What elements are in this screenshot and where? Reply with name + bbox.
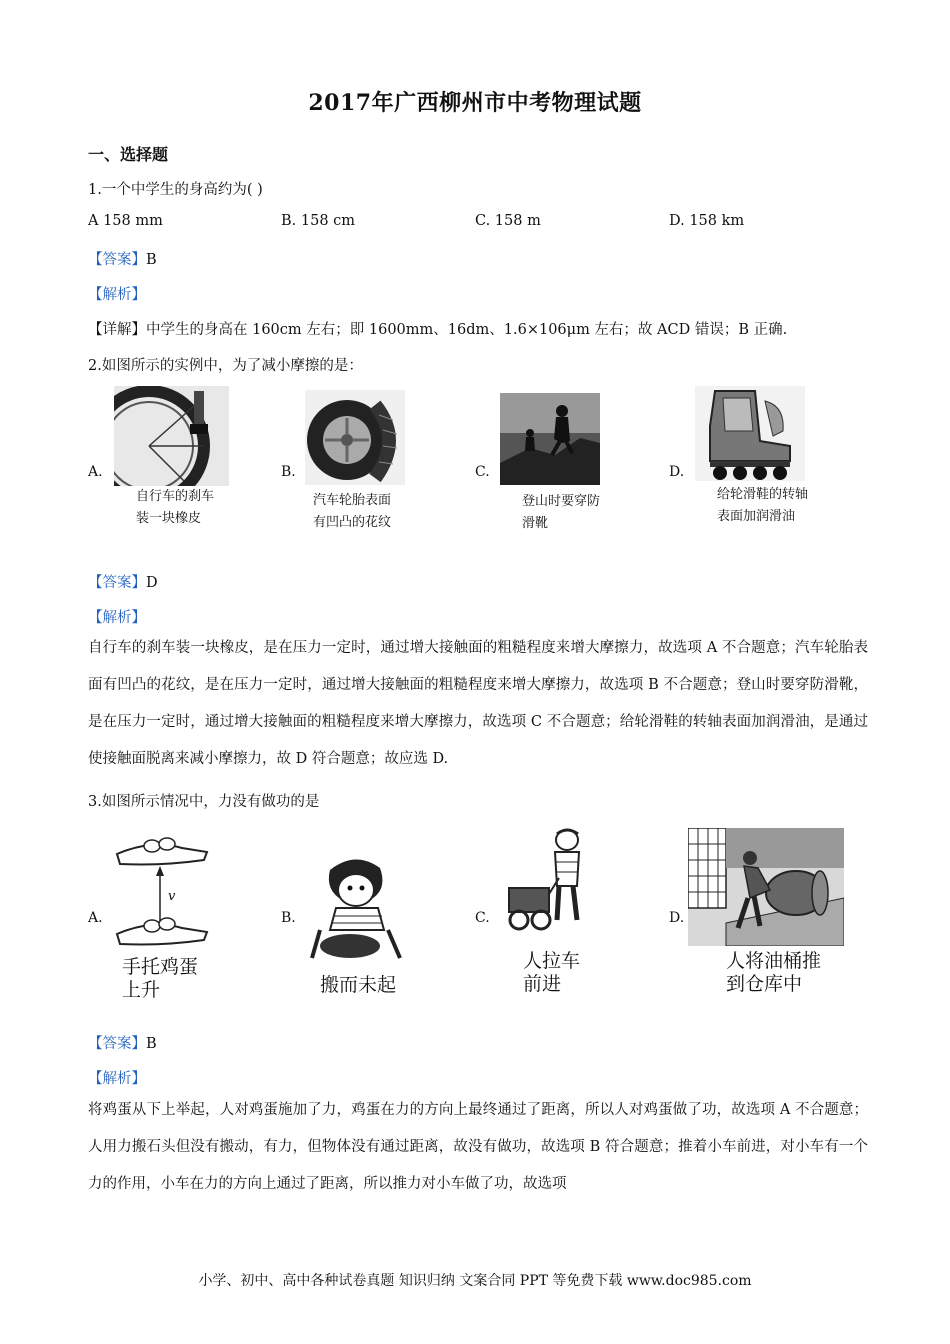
q1-stem: 1.一个中学生的身高约为( ) (88, 182, 263, 198)
answer-value: B (146, 252, 157, 268)
caption-line: 给轮滑鞋的转轴 (717, 487, 809, 502)
q3-figure-b (300, 850, 420, 1005)
q2-label-b: B. (281, 464, 296, 480)
mountain-climber-icon (500, 393, 600, 485)
q3-answer (88, 1032, 157, 1053)
q3-caption-d (726, 950, 821, 996)
q1-option-b: B. 158 cm (281, 213, 356, 229)
caption-line: 搬而未起 (320, 974, 397, 996)
analysis-tag: 【解析】 (88, 1071, 146, 1087)
q3-label-a: A. (88, 910, 103, 926)
caption-line: 表面加润滑油 (717, 509, 796, 524)
q2-figure-c (500, 393, 615, 538)
q3-label-b: B. (281, 910, 296, 926)
q1-option-d: D. 158 km (669, 213, 745, 229)
page-title: 2017年广西柳州市中考物理试题 (308, 90, 642, 116)
q3-caption-a (122, 956, 198, 1002)
q3-analysis: 将鸡蛋从下上举起，人对鸡蛋施加了力，鸡蛋在力的方向上最终通过了距离，所以人对鸡蛋做了功，故选项 A 不合题意；人用力搬石头但没有搬动，有力，但物体没有通过距离，故没有做功，故选项 B 符合题意；推着小车前进，对小车有一个力的作用，小车在力的方向上通过了距离，所以推力对小车做了功，故选项 (88, 1102, 868, 1192)
person-lifting-rock-icon (300, 850, 410, 965)
section-heading: 一、选择题 (88, 145, 169, 164)
q2-figure-b (305, 390, 420, 535)
q3-caption-c (523, 950, 580, 996)
q2-figure-a (114, 386, 229, 531)
q2-label-c: C. (475, 464, 490, 480)
q1-analysis-tag (88, 283, 146, 304)
caption-line: 手托鸡蛋 (122, 956, 199, 978)
caption-line: 到仓库中 (726, 973, 803, 995)
caption-line: 上升 (122, 979, 161, 1001)
q2-label-d: D. (669, 464, 685, 480)
q1-option-a: A 158 mm (88, 213, 163, 229)
caption-line: 滑靴 (522, 516, 549, 531)
q2-analysis: 自行车的刹车装一块橡皮，是在压力一定时，通过增大接触面的粗糙程度来增大摩擦力，故选项 A 不合题意；汽车轮胎表面有凹凸的花纹，是在压力一定时，通过增大接触面的粗糙程度来增大摩擦力，故选项 B 不合题意；登山时要穿防滑靴，是在压力一定时，通过增大接触面的粗糙程度来增大摩擦力，故选项 C 不合题意；给轮滑鞋的转轴表面加润滑油，是通过使接触面脱离来减小摩擦力，故 D 符合题意；故应选 D. (88, 640, 868, 767)
q3-label-d: D. (669, 910, 685, 926)
car-tire-icon (305, 390, 405, 485)
q2-analysis-tag (88, 606, 146, 627)
bicycle-wheel-icon (114, 386, 229, 486)
roller-skate-icon (695, 386, 805, 481)
q3-figure-c (505, 828, 615, 1003)
q1-detail: 【详解】中学生的身高在 160cm 左右；即 1600mm、16dm、1.6×106μm 左右；故 ACD 错误；B 正确. (88, 322, 788, 338)
q3-analysis-tag (88, 1067, 146, 1088)
q2-caption-a (136, 486, 214, 530)
answer-value: D (146, 575, 158, 591)
page-footer: 小学、初中、高中各种试卷真题 知识归纳 文案合同 PPT 等免费下载 www.doc985.com (198, 1273, 752, 1289)
analysis-tag: 【解析】 (88, 610, 146, 626)
caption-line: 汽车轮胎表面 (313, 493, 392, 508)
q1-option-c: C. 158 m (475, 213, 541, 229)
caption-line: 装一块橡皮 (136, 511, 202, 526)
q3-figure-d (688, 828, 848, 1003)
answer-tag: 【答案】 (88, 252, 146, 268)
q2-caption-c (522, 491, 600, 535)
q2-caption-d (717, 484, 808, 528)
answer-value: B (146, 1036, 157, 1052)
q2-answer (88, 571, 158, 592)
velocity-label: v (168, 889, 176, 904)
caption-line: 前进 (523, 973, 562, 995)
person-pulling-cart-icon (505, 828, 600, 938)
q3-label-c: C. (475, 910, 490, 926)
q3-caption-b (320, 974, 396, 997)
hand-eggs-icon (112, 834, 212, 954)
q2-figure-d (695, 386, 820, 531)
caption-line: 登山时要穿防 (522, 494, 601, 509)
q2-stem: 2.如图所示的实例中，为了减小摩擦的是： (88, 358, 363, 374)
q3-figure-a (112, 834, 222, 1004)
person-pushing-barrel-icon (688, 828, 844, 946)
caption-line: 有凹凸的花纹 (313, 515, 392, 530)
answer-tag: 【答案】 (88, 1036, 146, 1052)
caption-line: 自行车的刹车 (136, 489, 215, 504)
answer-tag: 【答案】 (88, 575, 146, 591)
caption-line: 人拉车 (523, 950, 581, 972)
q3-stem: 3.如图所示情况中，力没有做功的是 (88, 794, 320, 810)
q2-label-a: A. (88, 464, 103, 480)
q2-caption-b (313, 490, 391, 534)
caption-line: 人将油桶推 (726, 950, 822, 972)
q1-answer (88, 248, 157, 269)
analysis-tag: 【解析】 (88, 287, 146, 303)
